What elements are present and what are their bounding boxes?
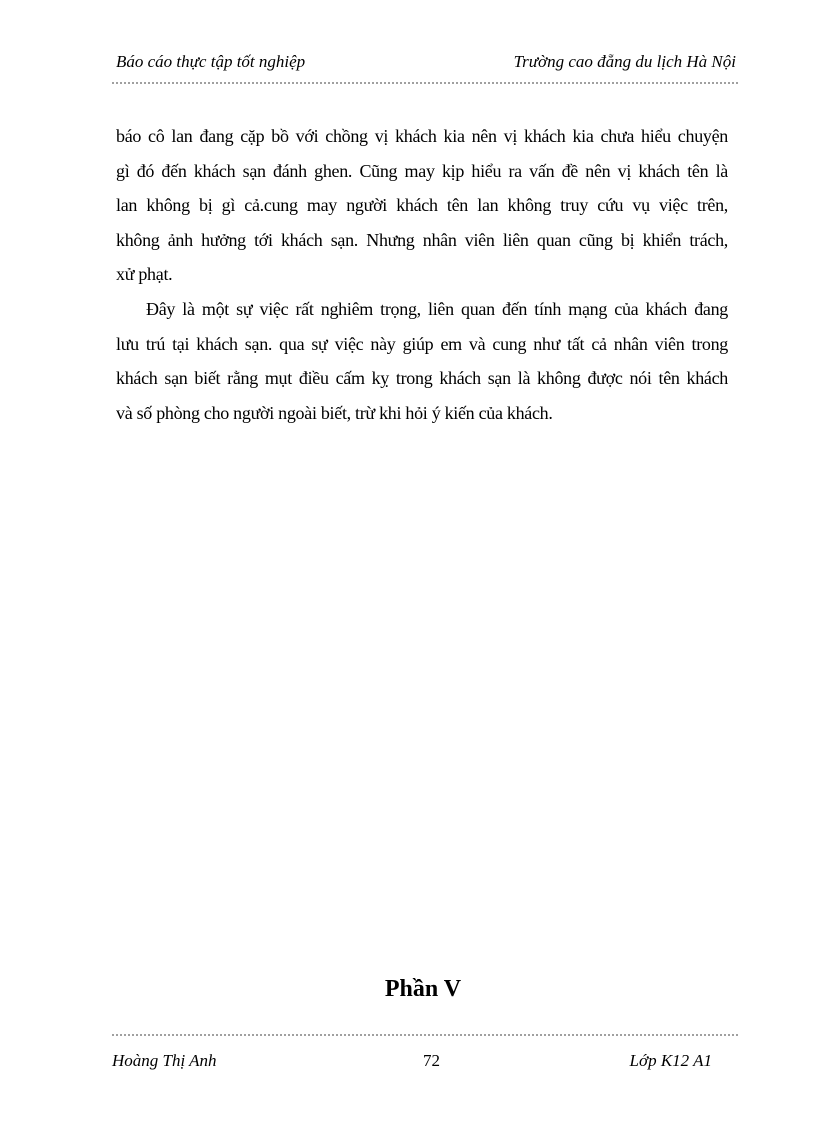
footer-class: Lớp K12 A1 <box>629 1051 712 1070</box>
page-footer <box>112 1051 712 1075</box>
body-line: lưu trú tại khách sạn. qua sự việc này giúp em và cung như tất cả nhân viên trong <box>116 333 728 354</box>
header-left-title: Báo cáo thực tập tốt nghiệp <box>116 52 306 71</box>
footer-author: Hoàng Thị Anh <box>112 1051 217 1070</box>
body-line: Đây là một sự việc rất nghiêm trọng, liên quan đến tính mạng của khách đang <box>146 298 728 319</box>
page-header <box>116 52 736 76</box>
footer-divider <box>112 1034 738 1036</box>
body-text <box>116 119 728 430</box>
body-line: khách sạn biết rằng mụt điều cấm kỵ trong khách sạn là không được nói tên khách <box>116 368 728 389</box>
body-line: báo cô lan đang cặp bồ với chồng vị khách kia nên vị khách kia chưa hiểu chuyện <box>116 126 728 146</box>
body-line: và số phòng cho người ngoài biết, trừ khi hỏi ý kiến của khách. <box>116 402 553 423</box>
header-right-title: Trường cao đẵng du lịch Hà Nội <box>513 52 736 71</box>
body-line: lan không bị gì cả.cung may người khách tên lan không truy cứu vụ việc trên, <box>116 195 728 216</box>
section-heading: Phần V <box>384 976 462 1002</box>
body-line: xử phạt. <box>116 264 173 285</box>
body-line: gì đó đến khách sạn đánh ghen. Cũng may kịp hiểu ra vấn đề nên vị khách tên là <box>116 160 728 181</box>
header-divider <box>112 82 738 84</box>
body-line: không ảnh hưởng tới khách sạn. Nhưng nhân viên liên quan cũng bị khiển trách, <box>116 229 728 250</box>
page-number: 72 <box>423 1051 440 1070</box>
